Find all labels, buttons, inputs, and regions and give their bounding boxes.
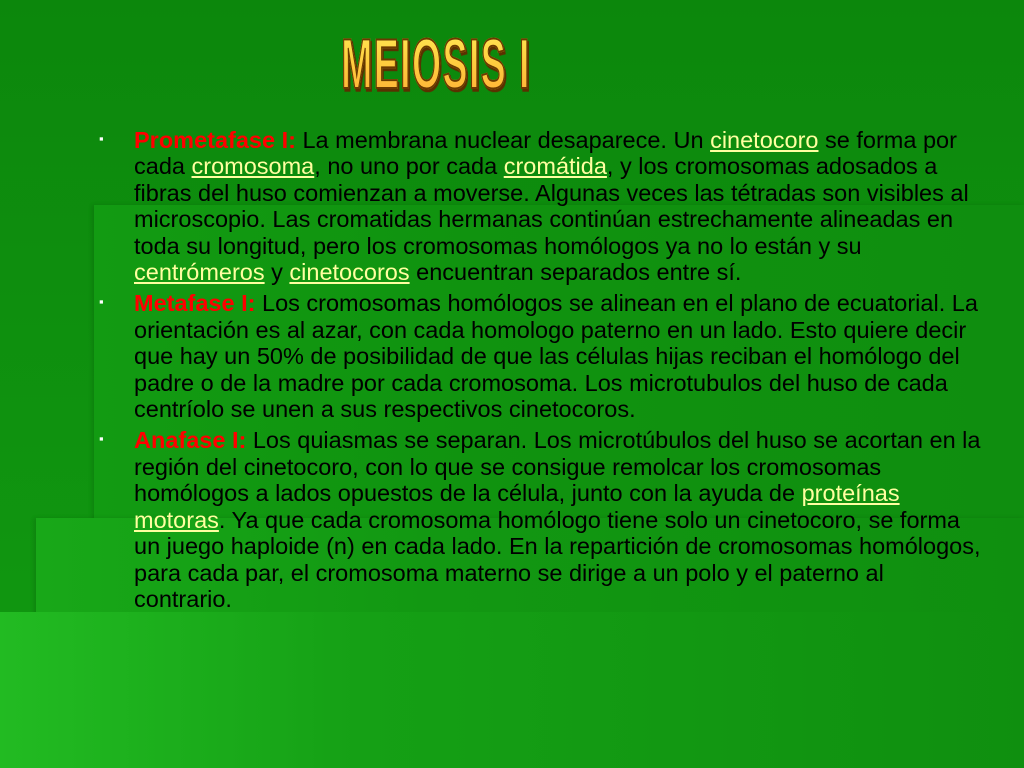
link-cromatida[interactable]: cromátida [503, 153, 607, 180]
body-text: , y los cromosomas adosados a fibras del huso comienzan a moverse. Algunas veces las tétradas son visibles al microscopio. Las cromatidas hermanas continúan estrechamente alineadas en toda su longitud, pero los cromosomas homólogos ya no lo están y su [134, 153, 969, 259]
term-label: Prometafase I: [134, 127, 296, 153]
body-text: Los quiasmas se separan. Los microtúbulos del huso se acortan en la región del cinetocoro, con lo que se consigue remolcar los cromosomas homólogos a lados opuestos de la célula, junto con la ayuda de [134, 427, 981, 507]
list-item-anafase [96, 427, 986, 612]
body-text: encuentran separados entre sí. [409, 259, 742, 286]
slide-title-text: MEIOSIS I [341, 2, 531, 129]
link-cinetocoros[interactable]: cinetocoros [289, 259, 410, 286]
link-cinetocoro[interactable]: cinetocoro [710, 127, 819, 153]
body-text: se forma por cada [134, 127, 957, 180]
square-bullet-icon: ▪ [99, 294, 104, 310]
body-text: , no uno por cada [314, 153, 504, 180]
link-proteinas-motoras[interactable]: proteínas motoras [134, 480, 900, 533]
body-text: y [264, 259, 290, 286]
square-bullet-icon: ▪ [99, 431, 104, 447]
bullet-list [96, 127, 986, 617]
link-centromeros[interactable]: centrómeros [134, 259, 265, 286]
background-step-panel [0, 612, 1024, 768]
body-text: . Ya que cada cromosoma homólogo tiene solo un cinetocoro, se forma un juego haploide (n) en cada lado. En la repartición de cromosomas homólogos, para cada par, el cromosoma materno se dirige a un polo y el paterno al contrario. [134, 506, 981, 612]
term-label: Metafase I: [134, 290, 256, 317]
square-bullet-icon: ▪ [99, 131, 104, 146]
term-label: Anafase I: [134, 427, 247, 454]
list-item-prometafase [96, 127, 986, 285]
link-cromosoma[interactable]: cromosoma [191, 153, 315, 180]
list-item-metafase [96, 290, 986, 422]
body-text: La membrana nuclear desaparece. Un [295, 127, 711, 153]
body-text: Los cromosomas homólogos se alinean en el plano de ecuatorial. La orientación es al azar, con cada homologo paterno en un lado. Esto quiere decir que hay un 50% de posibilidad de que las células hijas reciban el homólogo del padre o de la madre por cada cromosoma. Los microtubulos del huso de cada centríolo se unen a sus respectivos cinetocoros. [134, 290, 978, 423]
slide-title [122, 18, 750, 118]
